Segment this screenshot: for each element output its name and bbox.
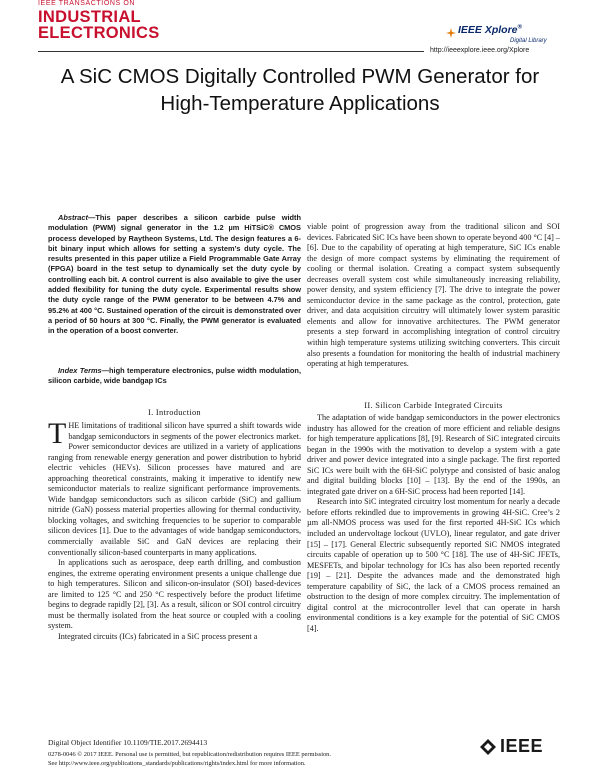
journal-name-line1: INDUSTRIAL [38,8,141,26]
journal-name-line2: ELECTRONICS [38,24,160,42]
intro-continued-paragraph: viable point of progression away from the traditional silicon and SOI devices. Fabricated SiC ICs have been shown to operate beyond 400 °C [4] – [6]. Due to the capability of operating at high temperature, SiC ICs enable the design of more compact systems by eliminating the requirement of cooling or thermal isolation. Creating a compact system subsequently decreases overall system cost while simultaneously increasing reliability, power density, and system efficiency [7]. The drive to integrate the power semiconductor device in the same package as the control, protection, gate driver, and data acquisition circuitry will ultimately lower system parasitic elements and allow for innovative architectures. The PWM generator presents a step forward in accomplishing integration of control circuitry within high temperature systems utilizing switching converters. This circuit also presents a foundation for monitoring the health of industrial machinery operating at high temperatures. [307,222,560,369]
ieee-diamond-icon [480,739,496,755]
abstract-label: Abstract [58,213,88,222]
intro-paragraph-1 [48,417,301,558]
abstract [48,213,301,337]
xplore-brand-text: IEEE Xplore [458,24,518,36]
section-heading-sic-ics: II. Silicon Carbide Integrated Circuits [364,401,503,410]
section-heading-introduction: I. Introduction [148,408,201,417]
ieee-logo [480,736,543,757]
index-terms [48,366,301,387]
index-terms-text: —high temperature electronics, pulse width modulation, silicon carbide, wide bandgap ICs [48,366,301,386]
xplore-registered-mark: ® [517,24,522,31]
sic-ics-body [307,413,560,634]
introduction-continued [307,222,560,370]
paper-title: A SiC CMOS Digitally Controlled PWM Generator for High-Temperature Applications [60,65,540,115]
sic-paragraph-1: The adaptation of wide bandgap semiconductors in the power electronics industry has allowed for the creation of more efficient and reliable designs for high temperature applications [8], [9]. Research of SiC integrated circuits began in the 1990s with the motivation to develop a system with a gate driver and power device integrated into a single package. The first reported SiC ICs were built with the 6H-SiC polytype and consisted of basic analog and digital building blocks [10] – [13]. By the end of the 1990s, an integrated gate driver on a 6H-SiC process had been reported [14]. [307,413,560,496]
intro-paragraph-3: Integrated circuits (ICs) fabricated in a SiC process present a [58,631,258,641]
abstract-text: —This paper describes a silicon carbide pulse width modulation (PWM) signal generator in the 1.2 µm HiTSiC® CMOS process developed by Raytheon Systems, Ltd. The design features a 6-bit binary input which allows for setting a system’s duty cycle. The results presented in this paper utilize a Field Programmable Gate Array (FPGA) board in the test setup to dynamically set the duty cycle by controlling each bit. A control current is also available to give the user added flexibility for tuning the duty cycle. Experimental results show the duty cycle range of the PWM generator to be between 4.7% and 95.2% at 400 °C. Sustained operation of the circuit is demonstrated over a period of 50 hours at 300 °C. Finally, the PWM generator is evaluated in the operation of a boost converter. [48,213,301,336]
xplore-brand [458,24,522,36]
intro-paragraph-2: In applications such as aerospace, deep earth drilling, and combustion engines, the extreme operating environment presents a unique challenge due to high temperatures. Silicon and silicon-on-insulator (SOI) based-devices are limited to 125 °C and 250 °C respectively before the product lifetime begins to degrade rapidly [2], [3]. As a result, silicon or SOI control circuitry must be thermally isolated from the heat source or coupled with a cooling system. [48,558,301,631]
introduction-body [48,417,301,642]
intro-paragraph-1-text: HE limitations of traditional silicon have spurred a shift towards wide bandgap semiconductors in segments of the power electronics market. Power semiconductor devices are utilized in a variety of applications ranging from renewable energy generation and power distribution to hybrid electric vehicles (HEVs). Silicon processes have matured and are approaching theoretical constraints, making it imperative to identify new semiconductor materials to realize significant performance improvements. Wide bandgap semiconductors such as silicon carbide (SiC) and gallium nitride (GaN) possess material properties allowing for thermal conductivity, blocking voltages, and switching frequencies to be superior to comparable silicon devices [1]. Due to the advantages of wide bandgap semiconductors, commercially available SiC and GaN devices are replacing their conventionally silicon-based counterparts in many applications. [48,421,301,557]
sic-paragraph-2: Research into SiC integrated circuitry lost momentum for nearly a decade before efforts rekindled due to improvements in growing 4H-SiC. Cree’s 2 µm all-NMOS process was used for the first reported 4H-SiC ICs which included an undervoltage lockout (UVLO), linear regulator, and gate driver [15] – [17]. General Electric subsequently reported SiC NMOS integrated circuits capable of operation up to 500 °C [18]. The use of 4H-SiC JFETs, MESFETs, and bipolar technology for ICs has also been reported recently [19] – [21]. Despite the advances made and the demonstrated high temperature capability of SiC, the lack of a CMOS process remained an obstruction to the design of more complex circuitry. The implementation of digital control at the microcontroller level that can operate in harsh environmental conditions is a key example for the potential of SiC CMOS [4]. [307,497,560,633]
copyright-line-1: 0278-0046 © 2017 IEEE. Personal use is permitted, but republication/redistribution requires IEEE permission. [48,751,331,758]
doi-text: Digital Object Identifier 10.1109/TIE.2017.2694413 [48,738,208,747]
xplore-logo-mark [446,25,456,35]
xplore-subtitle: Digital Library [510,38,547,44]
index-terms-label: Index Terms [58,366,102,375]
header-rule [38,51,424,52]
drop-cap: T [48,417,67,450]
journal-series-label: IEEE TRANSACTIONS ON [38,0,136,7]
journal-name [38,9,160,41]
ieee-logo-text: IEEE [500,736,544,756]
copyright-line-2: See http://www.ieee.org/publications_standards/publications/rights/index.html for more information. [48,759,306,767]
xplore-url-link[interactable]: http://ieeexplore.ieee.org/Xplore [430,47,530,54]
copyright-notice [48,751,408,768]
